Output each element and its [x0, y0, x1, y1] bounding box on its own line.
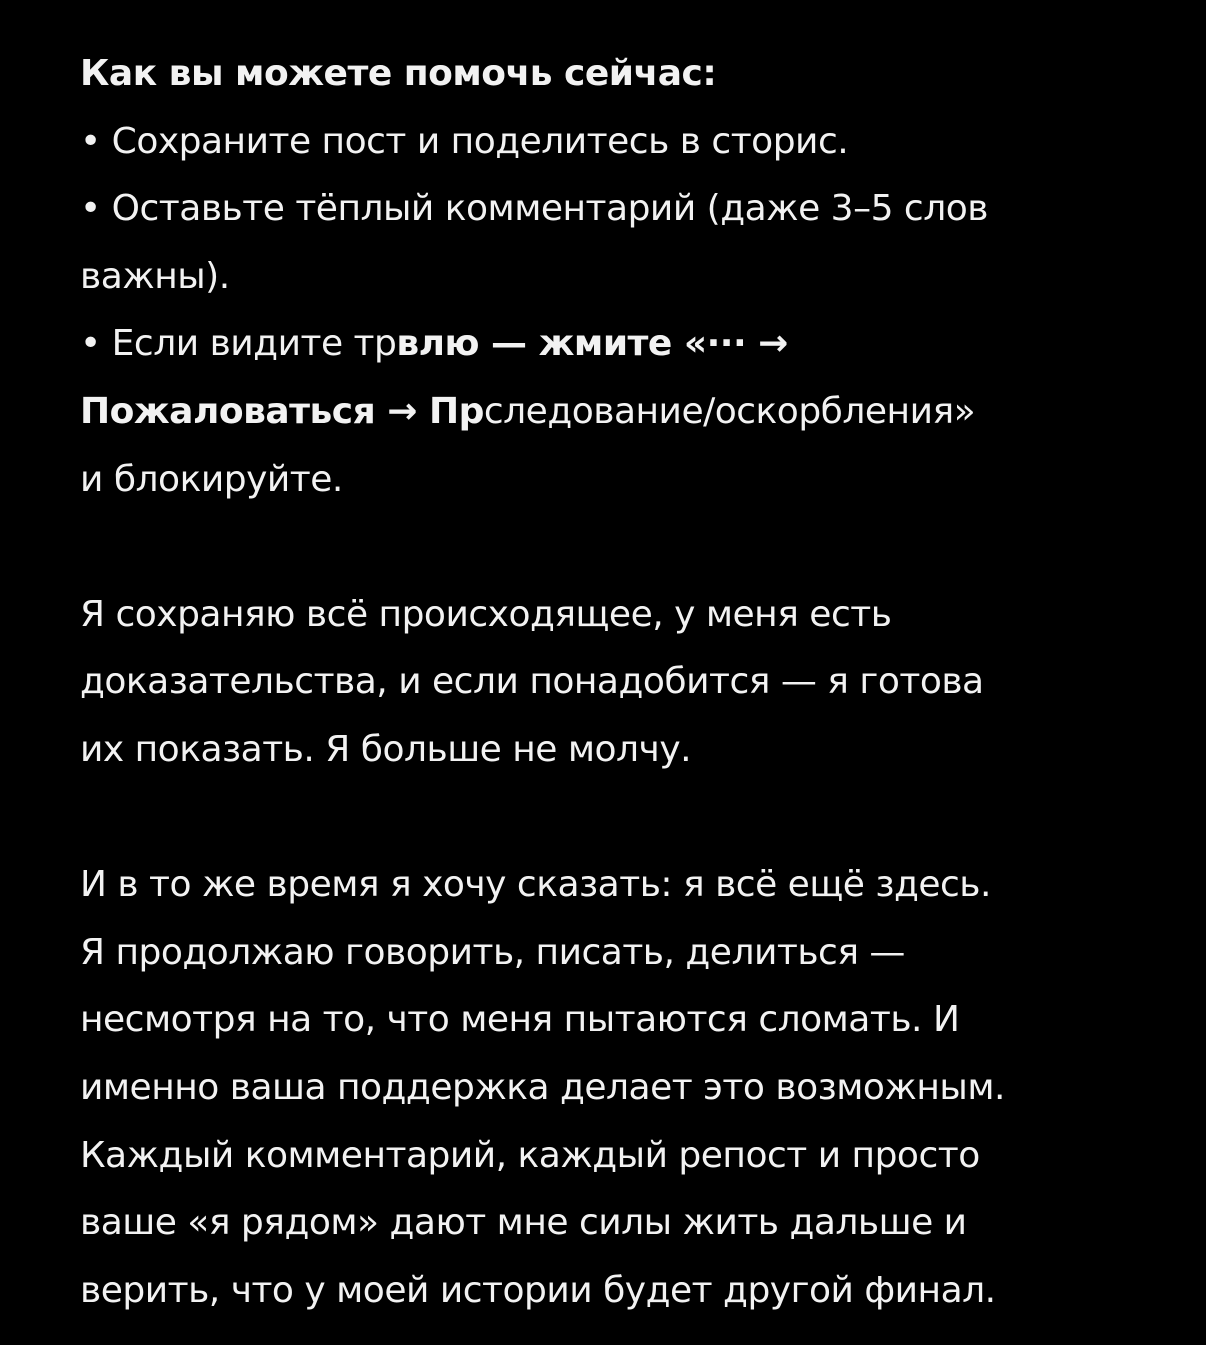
help-heading: Как вы можете помочь сейчас:	[80, 53, 717, 94]
paragraph1-line1: Я сохраняю всё происходящее, у меня есть	[80, 593, 892, 635]
paragraph2-line7: верить, что у моей истории будет другой финал.	[80, 1269, 996, 1311]
help-bullet-report-line1-regular: • Если видите тр	[80, 323, 397, 365]
paragraph2-line4: именно ваша поддержка делает это возможным.	[80, 1066, 1005, 1108]
paragraph1-line3: их показать. Я больше не молчу.	[80, 728, 692, 770]
paragraph2-line5: Каждый комментарий, каждый репост и просто	[80, 1134, 980, 1176]
help-bullet-comment-line1: • Оставьте тёплый комментарий (даже 3–5 слов	[80, 188, 988, 230]
help-bullet-comment-line2: важны).	[80, 255, 230, 297]
paragraph-spacer	[80, 784, 1126, 852]
paragraph2-line2: Я продолжаю говорить, писать, делиться —	[80, 931, 905, 973]
help-bullet-report-line2-bold: Пожаловаться → Пр	[80, 390, 484, 432]
paragraph2-line1: И в то же время я хочу сказать: я всё ещё здесь.	[80, 864, 991, 906]
paragraph2-line3: несмотря на то, что меня пытаются сломать. И	[80, 999, 960, 1041]
help-bullet-report-line1-bold: влю — жмите «··· →	[396, 323, 788, 365]
help-bullet-report-line2-regular: следование/оскорбления»	[483, 390, 976, 432]
paragraph-spacer	[80, 513, 1126, 581]
paragraph2-line6: ваше «я рядом» дают мне силы жить дальше и	[80, 1202, 967, 1244]
help-bullet-report-line1	[80, 310, 1126, 378]
help-bullet-report-line2	[80, 378, 1126, 446]
post-text-body	[80, 40, 1126, 1324]
paragraph1-line2: доказательства, и если понадобится — я готова	[80, 661, 984, 703]
help-bullet-report-line3: и блокируйте.	[80, 458, 343, 500]
help-bullet-save: • Сохраните пост и поделитесь в сторис.	[80, 120, 849, 162]
